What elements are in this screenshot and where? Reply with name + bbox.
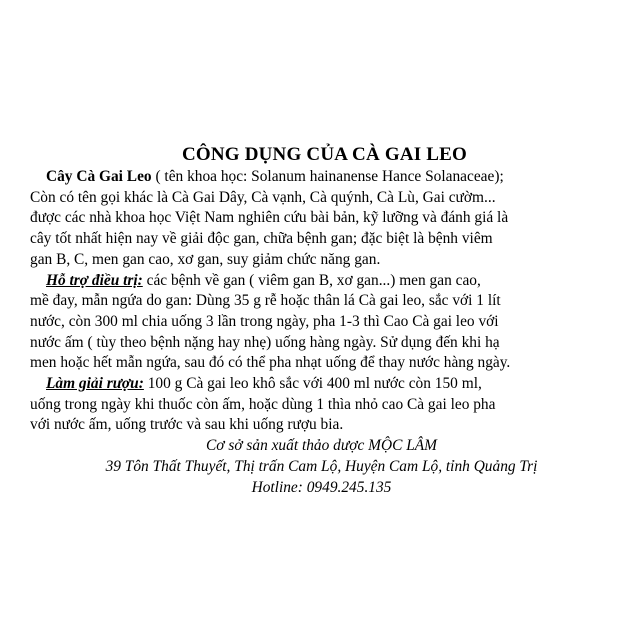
paragraph-line: với nước ấm, uống trước và sau khi uống rượu bia. — [30, 416, 344, 434]
paragraph-line: cây tốt nhất hiện nay về giải độc gan, chữa bệnh gan; đặc biệt là bệnh viêm — [30, 230, 493, 248]
paragraph-lead-hangover: Làm giải rượu: — [46, 375, 144, 393]
document-title: CÔNG DỤNG CỦA CÀ GAI LEO — [181, 144, 468, 165]
paragraph-line: uống trong ngày khi thuốc còn ấm, hoặc dùng 1 thìa nhỏ cao Cà gai leo pha — [30, 395, 496, 413]
paragraph-line: Cây Cà Gai Leo ( tên khoa học: Solanum hainanense Hance Solanaceae); — [30, 167, 613, 188]
paragraph-line: nước, còn 300 ml chia uống 3 lần trong ngày, pha 1-3 thì Cao Cà gai leo với — [30, 312, 499, 330]
paragraph-line: được các nhà khoa học Việt Nam nghiên cứu bài bản, kỹ lưỡng và đánh giá là — [30, 209, 509, 227]
paragraph-hangover — [30, 374, 613, 436]
paragraph-line: mề đay, mẫn ngứa do gan: Dùng 35 g rễ hoặc thân lá Cà gai leo, sắc với 1 lít — [30, 292, 501, 310]
paragraph-line: Hỗ trợ điều trị: các bệnh về gan ( viêm gan B, xơ gan...) men gan cao, — [46, 271, 481, 289]
paragraph-treatment — [30, 271, 613, 375]
paragraph-line: men hoặc hết mẫn ngứa, sau đó có thể pha nhạt uống để thay nước hàng ngày. — [30, 354, 511, 372]
paragraph-line: gan B, C, men gan cao, xơ gan, suy giảm chức năng gan. — [30, 250, 381, 268]
footer-address: 39 Tôn Thất Thuyết, Thị trấn Cam Lộ, Huyện Cam Lộ, tỉnh Quảng Trị — [105, 457, 538, 475]
paragraph-line: Còn có tên gọi khác là Cà Gai Dây, Cà vạnh, Cà quýnh, Cà Lù, Gai cườm... — [30, 188, 496, 206]
footer-company: Cơ sở sản xuất thảo dược MỘC LÂM — [206, 437, 437, 455]
document-body — [30, 143, 613, 498]
footer-block — [30, 436, 613, 498]
paragraph-lead-treatment: Hỗ trợ điều trị: — [46, 271, 143, 289]
paragraph-description — [30, 167, 613, 271]
paragraph-line: Làm giải rượu: 100 g Cà gai leo khô sắc với 400 ml nước còn 150 ml, — [46, 375, 482, 393]
paragraph-lead-plant-name: Cây Cà Gai Leo — [46, 168, 152, 185]
footer-hotline: Hotline: 0949.245.135 — [251, 478, 392, 496]
paragraph-line: nước ấm ( tùy theo bệnh nặng hay nhẹ) uống hàng ngày. Sử dụng đến khi hạ — [30, 333, 500, 351]
